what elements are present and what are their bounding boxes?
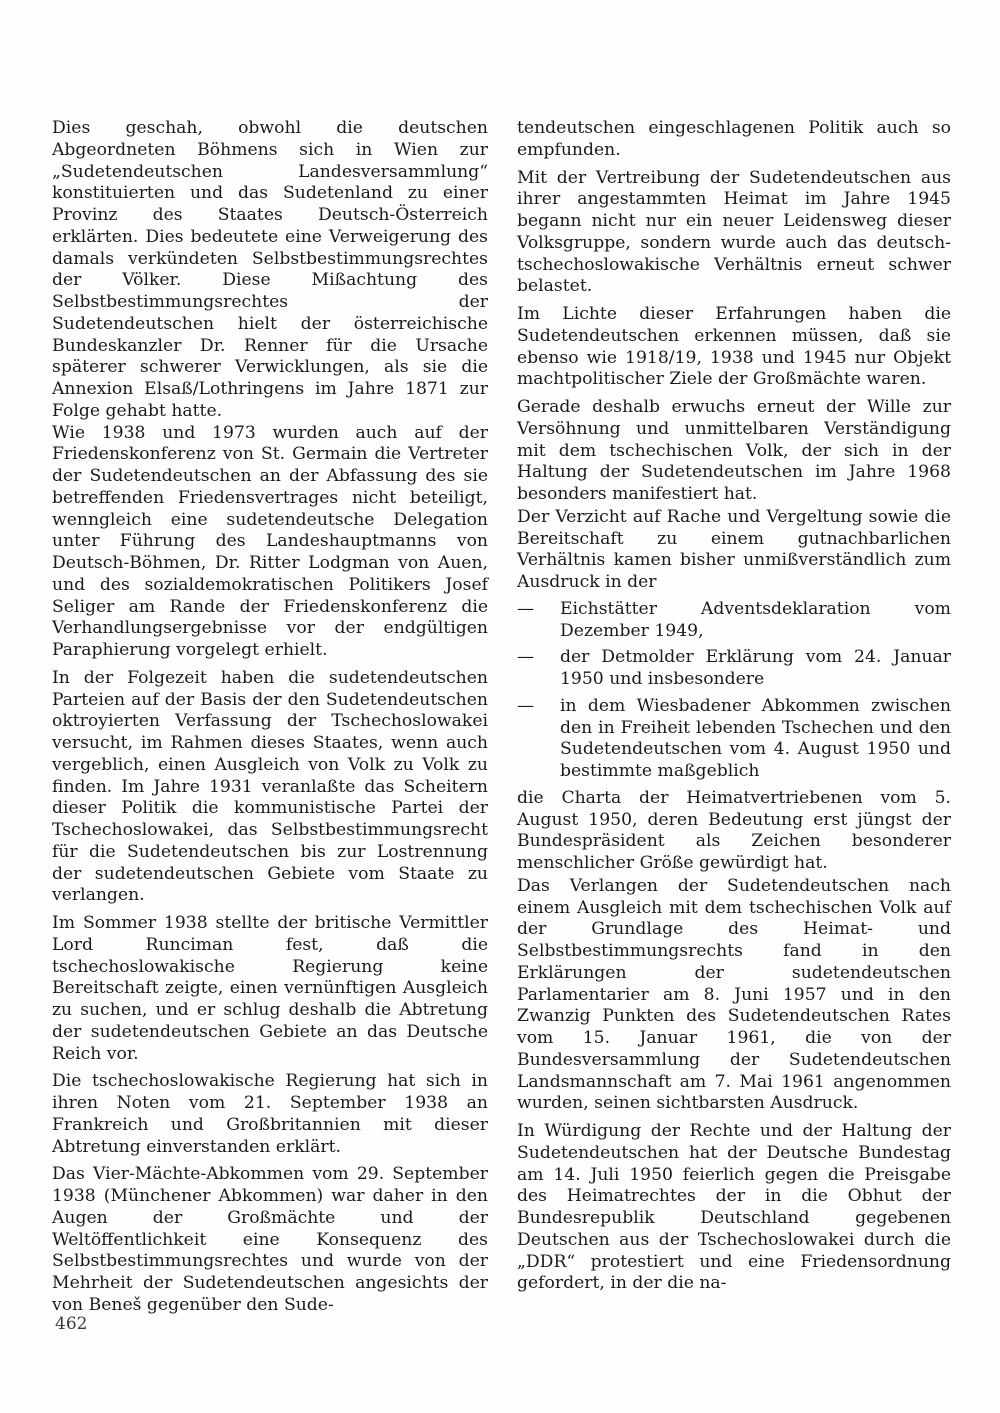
- paragraph: Wie 1938 und 1973 wurden auch auf der Friedenskonferenz von St. Germain die Vertreter der Sudetendeutschen an der Abfassung des sie betreffenden Friedensvertrages nicht beteiligt, wenngleich eine sudetendeutsche Delegation unter Führung des Landeshauptmanns von Deutsch-Böhmen, Dr. Ritter Lodgman von Auen, und des sozialdemokratischen Politikers Josef Seliger am Rande der Friedenskonferenz die Verhandlungsergebnisse vor der endgültigen Paraphierung vorgelegt erhielt.: [52, 422, 488, 660]
- paragraph: Im Sommer 1938 stellte der britische Vermittler Lord Runciman fest, daß die tschechoslowakische Regierung keine Bereitschaft zeigte, einen vernünftigen Ausgleich zu suchen, und er schlug deshalb die Abtretung der sudetendeutschen Gebiete an das Deutsche Reich vor.: [52, 913, 488, 1064]
- declarations-list: [517, 599, 951, 783]
- dash-bullet-icon: —: [517, 598, 535, 619]
- paragraph: Gerade deshalb erwuchs erneut der Wille zur Versöhnung und unmittelbaren Verständigung mit dem tschechischen Volk, der sich in der Haltung der Sudetendeutschen im Jahre 1968 besonders manifestiert hat.: [517, 397, 951, 504]
- list-item: [517, 599, 951, 643]
- dash-bullet-icon: —: [517, 647, 535, 668]
- list-item: [517, 647, 951, 691]
- list-item: [517, 696, 951, 783]
- paragraph: Der Verzicht auf Rache und Vergeltung sowie die Bereitschaft zu einem gutnachbarlichen Verhältnis kamen bisher unmißverständlich zum Ausdruck in der: [517, 506, 951, 592]
- paragraph: In Würdigung der Rechte und der Haltung der Sudetendeutschen hat der Deutsche Bundestag am 14. Juli 1950 feierlich gegen die Preisgabe des Heimatrechtes der in die Obhut der Bundesrepublik Deutschland gegebenen Deutschen aus der Tschechoslowakei durch die „DDR“ protestiert und eine Friedensordnung gefordert, in der die na-: [517, 1121, 951, 1294]
- page-number: 462: [55, 1314, 88, 1334]
- paragraph: In der Folgezeit haben die sudetendeutschen Parteien auf der Basis der den Sudetendeutschen oktroyierten Verfassung der Tschechoslowakei versucht, im Rahmen dieses Staates, wenn auch vergeblich, einen Ausgleich von Volk zu Volk zu finden. Im Jahre 1931 veranlaßte das Scheitern dieser Politik die kommunistische Partei der Tschechoslowakei, das Selbstbestimmungsrecht für die Sudetendeutschen bis zur Lostrennung der sudetendeutschen Gebiete vom Staate zu verlangen.: [52, 667, 488, 906]
- dash-bullet-icon: —: [517, 695, 535, 716]
- right-column: [517, 118, 951, 1295]
- paragraph: Das Verlangen der Sudetendeutschen nach einem Ausgleich mit dem tschechischen Volk auf der Grundlage des Heimat- und Selbstbestimmungsrechts fand in den Erklärungen der sudetendeutschen Parlamentarier am 8. Juni 1957 und in den Zwanzig Punkten des Sudetendeutschen Rates vom 15. Januar 1961, die von der Bundesversammlung der Sudetendeutschen Landsmannschaft am 7. Mai 1961 angenommen wurden, seinen sichtbarsten Ausdruck.: [517, 875, 951, 1114]
- paragraph: Dies geschah, obwohl die deutschen Abgeordneten Böhmens sich in Wien zur „Sudetendeutschen Landesversammlung“ konstituierten und das Sudetenland zu einer Provinz des Staates Deutsch-Österreich erklärten. Dies bedeutete eine Verweigerung des damals verkündeten Selbstbestimmungsrechtes der Völker. Diese Mißachtung des Selbstbestimmungsrechtes der Sudetendeutschen hielt der österreichische Bundeskanzler Dr. Renner für die Ursache späterer schwerer Verwicklungen, als sie die Annexion Elsaß/Lothringens im Jahre 1871 zur Folge gehabt hatte.: [52, 118, 488, 421]
- paragraph: tendeutschen eingeschlagenen Politik auch so empfunden.: [517, 118, 951, 160]
- paragraph: Mit der Vertreibung der Sudetendeutschen aus ihrer angestammten Heimat im Jahre 1945 begann nicht nur ein neuer Leidensweg dieser Volksgruppe, sondern wurde auch das deutsch-tschechoslowakische Verhältnis erneut schwer belastet.: [517, 167, 951, 297]
- paragraph: Im Lichte dieser Erfahrungen haben die Sudetendeutschen erkennen müssen, daß sie ebenso wie 1918/19, 1938 und 1945 nur Objekt machtpolitischer Ziele der Großmächte waren.: [517, 304, 951, 390]
- list-item-text: Eichstätter Adventsdeklaration vom Dezember 1949,: [560, 598, 951, 641]
- paragraph: Die tschechoslowakische Regierung hat sich in ihren Noten vom 21. September 1938 an Frankreich und Großbritannien mit dieser Abtretung einverstanden erklärt.: [52, 1071, 488, 1157]
- list-item-text: der Detmolder Erklärung vom 24. Januar 1950 und insbesondere: [560, 647, 951, 689]
- paragraph: die Charta der Heimatvertriebenen vom 5. August 1950, deren Bedeutung erst jüngst der Bundespräsident als Zeichen besonderer menschlicher Größe gewürdigt hat.: [517, 787, 951, 873]
- paragraph: Das Vier-Mächte-Abkommen vom 29. September 1938 (Münchener Abkommen) war daher in den Augen der Großmächte und der Weltöffentlichkeit eine Konsequenz des Selbstbestimmungsrechtes und wurde von der Mehrheit der Sudetendeutschen angesichts der von Beneš gegenüber den Sude-: [52, 1164, 488, 1315]
- list-item-text: in dem Wiesbadener Abkommen zwischen den in Freiheit lebenden Tschechen und den Sudetendeutschen vom 4. August 1950 und bestimmte maßgeblich: [560, 695, 951, 781]
- left-column: [52, 118, 488, 1317]
